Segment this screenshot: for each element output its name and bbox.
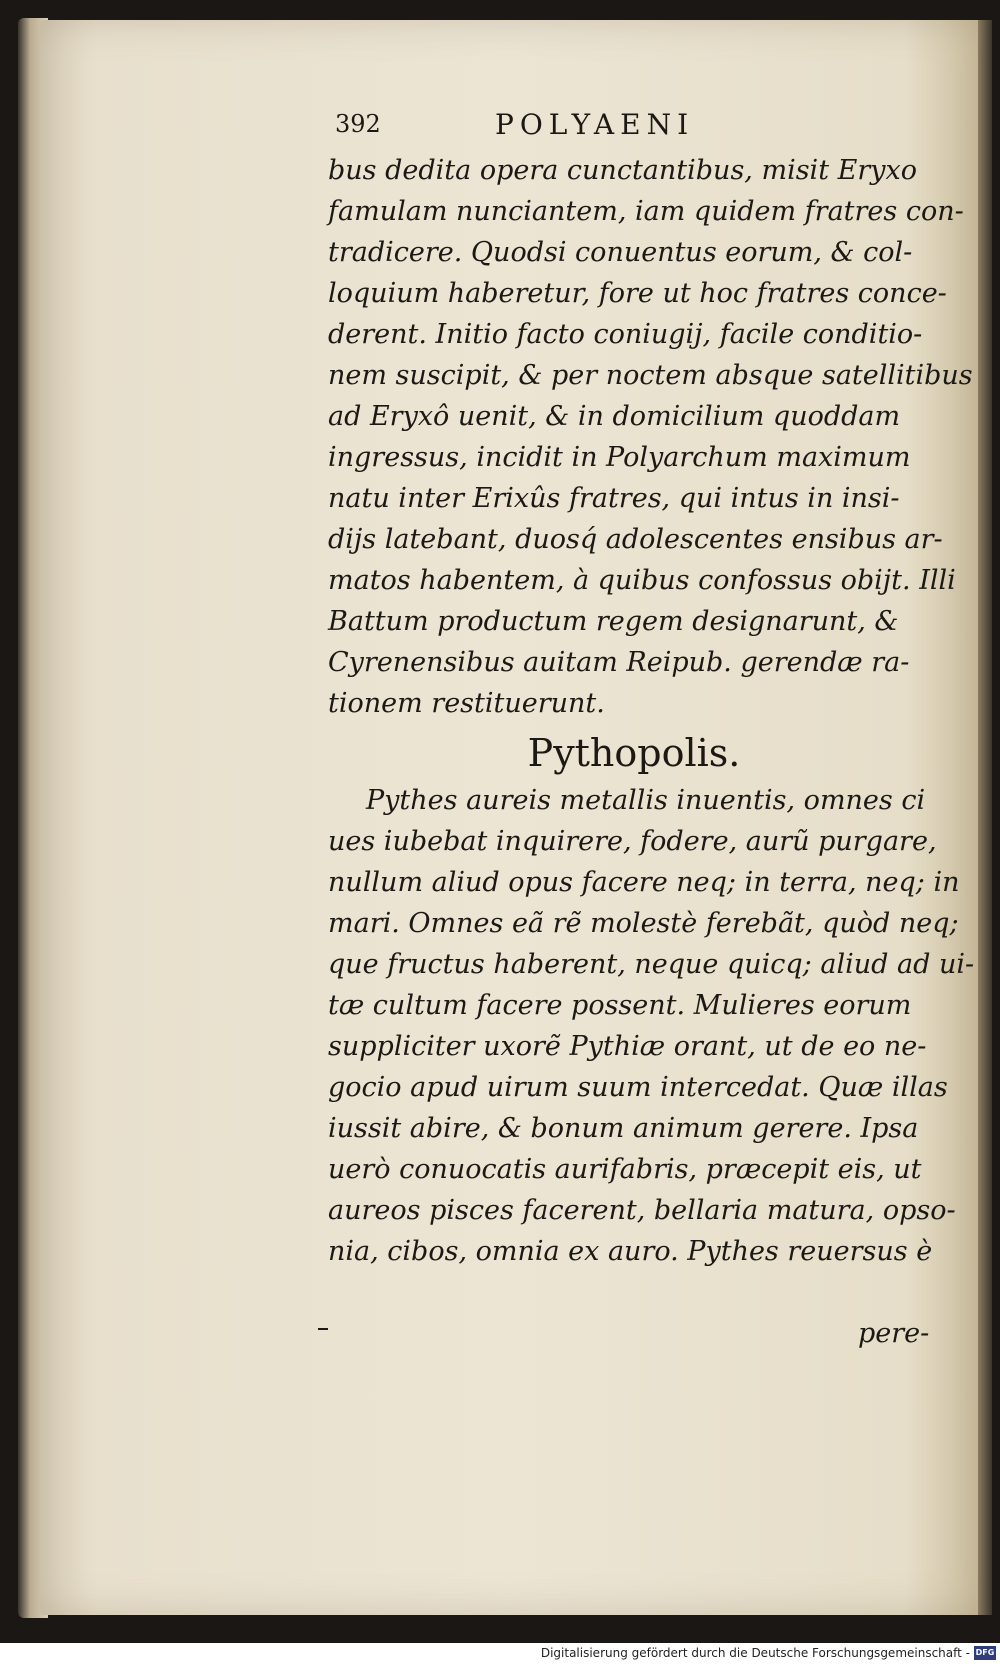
text-line: ad Eryxô uenit, & in domicilium quoddam [328,401,901,432]
text-line: bus dedita opera cunctantibus, misit Eryxo [328,155,917,186]
text-line: ues iubebat inquirere, fodere, aurũ purgare, [328,826,937,857]
text-line: tionem restituerunt. [328,688,605,719]
text-line: dijs latebant, duosq́ adolescentes ensibus ar- [328,524,943,555]
text-line: suppliciter uxorẽ Pythiæ orant, ut de eo ne- [328,1031,927,1062]
text-line: ingressus, incidit in Polyarchum maximum [328,442,911,473]
text-line: nia, cibos, omnia ex auro. Pythes reuersus è [328,1236,933,1267]
ink-mark [318,1328,328,1330]
main-text-block [328,150,975,1272]
text-line: Cyrenensibus auitam Reipub. gerendæ ra- [328,647,910,678]
text-line: tæ cultum facere possent. Mulieres eorum [328,990,912,1021]
text-line: uerò conuocatis aurifabris, præcepit eis, ut [328,1154,922,1185]
text-line: nullum aliud opus facere neq; in terra, neq; in [328,867,960,898]
text-line: natu inter Erixûs fratres, qui intus in insi- [328,483,900,514]
book-edge-right [978,20,992,1615]
digitization-credit: Digitalisierung gefördert durch die Deutsche Forschungsgemeinschaft - [540,1646,970,1660]
text-line: derent. Initio facto coniugij, facile conditio- [328,319,923,350]
running-head: POLYAENI [495,108,695,141]
text-line: Battum productum regem designarunt, & [328,606,899,637]
text-line: que fructus haberent, neque quicq; aliud ad ui- [328,949,975,980]
text-line: famulam nunciantem, iam quidem fratres con- [328,196,964,227]
text-line: loquium haberetur, fore ut hoc fratres conce- [328,278,947,309]
catchword: pere- [858,1318,930,1349]
text-line: tradicere. Quodsi conuentus eorum, & col- [328,237,913,268]
text-line: nem suscipit, & per noctem absque satellitibus [328,360,973,391]
page-number: 392 [335,110,381,138]
text-line: iussit abire, & bonum animum gerere. Ipsa [328,1113,919,1144]
text-line: aureos pisces facerent, bellaria matura, opso- [328,1195,956,1226]
text-line: gocio apud uirum suum intercedat. Quæ illas [328,1072,948,1103]
text-line: matos habentem, à quibus confossus obijt. Illi [328,565,956,596]
text-line: Pythes aureis metallis inuentis, omnes ci [366,785,926,816]
text-line: mari. Omnes eã rẽ molestè ferebãt, quòd neq; [328,908,959,939]
dfg-logo: DFG [974,1646,996,1660]
page-header [335,108,935,144]
section-heading: Pythopolis. [527,731,741,775]
